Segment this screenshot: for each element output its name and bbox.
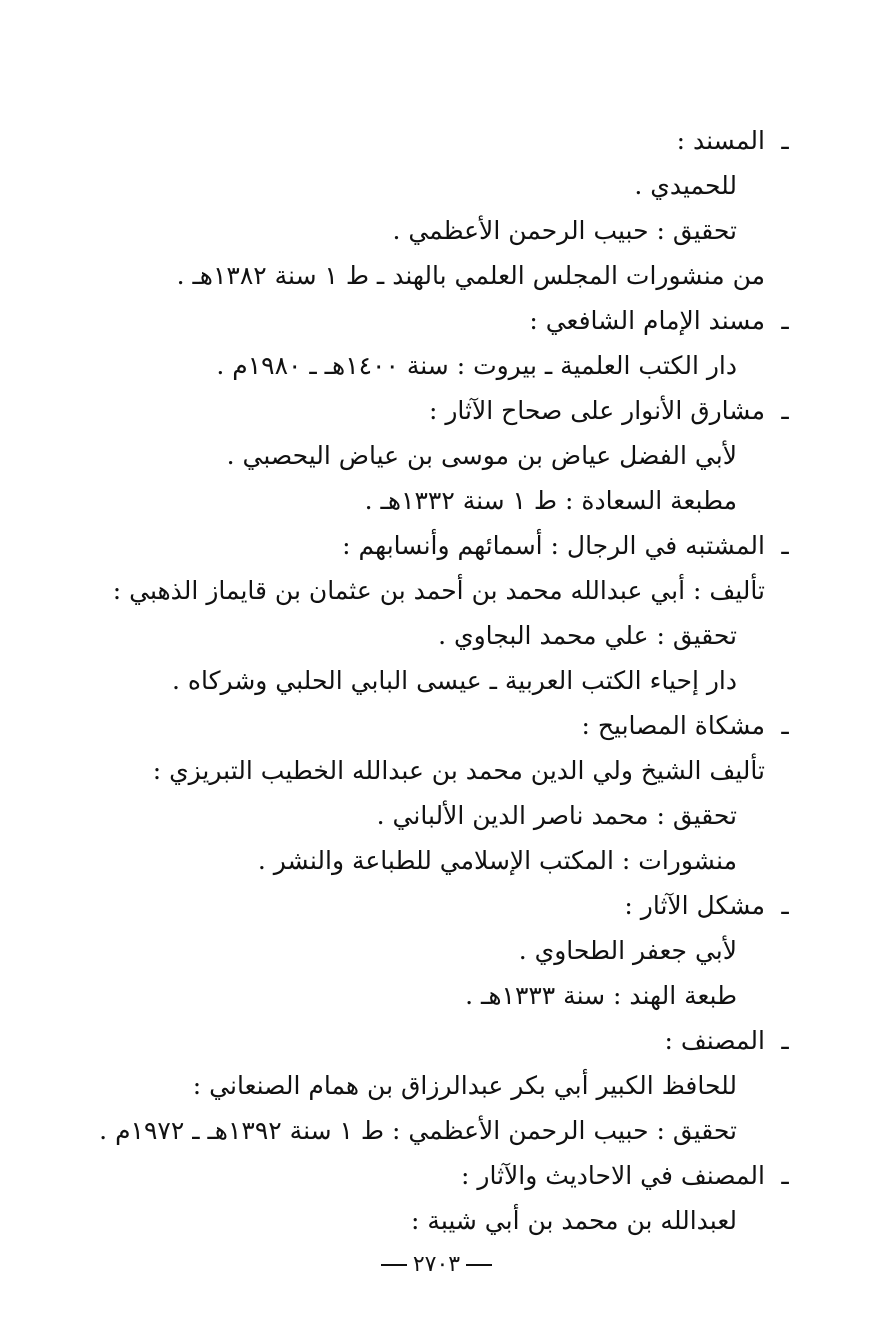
entry-title: ـ المصنف : xyxy=(40,1018,765,1063)
entry-musnad-shafii xyxy=(40,298,789,388)
page-footer xyxy=(0,1252,873,1277)
entry-title: ـ مشارق الأنوار على صحاح الآثار : xyxy=(40,388,765,433)
entry-dash: ـ xyxy=(781,126,789,155)
entry-dash: ـ xyxy=(781,396,789,425)
entry-dash: ـ xyxy=(781,1026,789,1055)
entry-line: تأليف الشيخ ولي الدين محمد بن عبدالله الخطيب التبريزي : xyxy=(152,756,765,785)
entry-title: ـ مشكل الآثار : xyxy=(40,883,765,928)
footer-dash xyxy=(466,1264,492,1266)
entry-title: ـ المصنف في الاحاديث والآثار : xyxy=(40,1153,765,1198)
entry-line: تحقيق : حبيب الرحمن الأعظمي . xyxy=(392,216,737,245)
entry-dash: ـ xyxy=(781,306,789,335)
footer-dash xyxy=(381,1264,407,1266)
entry-line: طبعة الهند : سنة ١٣٣٣هـ . xyxy=(465,981,737,1010)
entry-dash: ـ xyxy=(781,531,789,560)
entry-musannaf-ibn-abi-shayba xyxy=(40,1153,789,1243)
entry-line: تحقيق : حبيب الرحمن الأعظمي : ط ١ سنة ١٣٩٢هـ ـ ١٩٧٢م . xyxy=(99,1116,737,1145)
entry-mushkil-al-athar xyxy=(40,883,789,1018)
entry-mashariq-al-anwar xyxy=(40,388,789,523)
entry-al-musannaf xyxy=(40,1018,789,1153)
entry-line: لعبدالله بن محمد بن أبي شيبة : xyxy=(411,1206,737,1235)
entry-line: تحقيق : علي محمد البجاوي . xyxy=(438,621,737,650)
entry-title: ـ مشكاة المصابيح : xyxy=(40,703,765,748)
entry-mishkat-al-masabih xyxy=(40,703,789,883)
entry-title: ـ المسند : xyxy=(40,118,765,163)
entry-dash: ـ xyxy=(781,1161,789,1190)
entry-musnad-humaydi xyxy=(40,118,789,298)
entry-line: منشورات : المكتب الإسلامي للطباعة والنشر . xyxy=(257,846,737,875)
entry-line: مطبعة السعادة : ط ١ سنة ١٣٣٢هـ . xyxy=(364,486,737,515)
entry-dash: ـ xyxy=(781,891,789,920)
entry-line: تأليف : أبي عبدالله محمد بن أحمد بن عثمان بن قايماز الذهبي : xyxy=(112,576,765,605)
entry-title: ـ مسند الإمام الشافعي : xyxy=(40,298,765,343)
entry-line: للحميدي . xyxy=(634,171,737,200)
entry-line: دار إحياء الكتب العربية ـ عيسى البابي الحلبي وشركاه . xyxy=(172,666,737,695)
entry-line: دار الكتب العلمية ـ بيروت : سنة ١٤٠٠هـ ـ ١٩٨٠م . xyxy=(216,351,737,380)
page-number: ٢٧٠٣ xyxy=(412,1252,461,1277)
entry-al-mushtabih xyxy=(40,523,789,703)
entry-line: من منشورات المجلس العلمي بالهند ـ ط ١ سنة ١٣٨٢هـ . xyxy=(176,261,765,290)
entry-line: للحافظ الكبير أبي بكر عبدالرزاق بن همام الصنعاني : xyxy=(192,1071,737,1100)
entry-line: لأبي الفضل عياض بن موسى بن عياض اليحصبي . xyxy=(226,441,737,470)
entry-line: تحقيق : محمد ناصر الدين الألباني . xyxy=(376,801,737,830)
entry-line: لأبي جعفر الطحاوي . xyxy=(518,936,737,965)
bibliography-page xyxy=(40,118,789,1243)
entry-title: ـ المشتبه في الرجال : أسمائهم وأنسابهم : xyxy=(40,523,765,568)
entry-dash: ـ xyxy=(781,711,789,740)
